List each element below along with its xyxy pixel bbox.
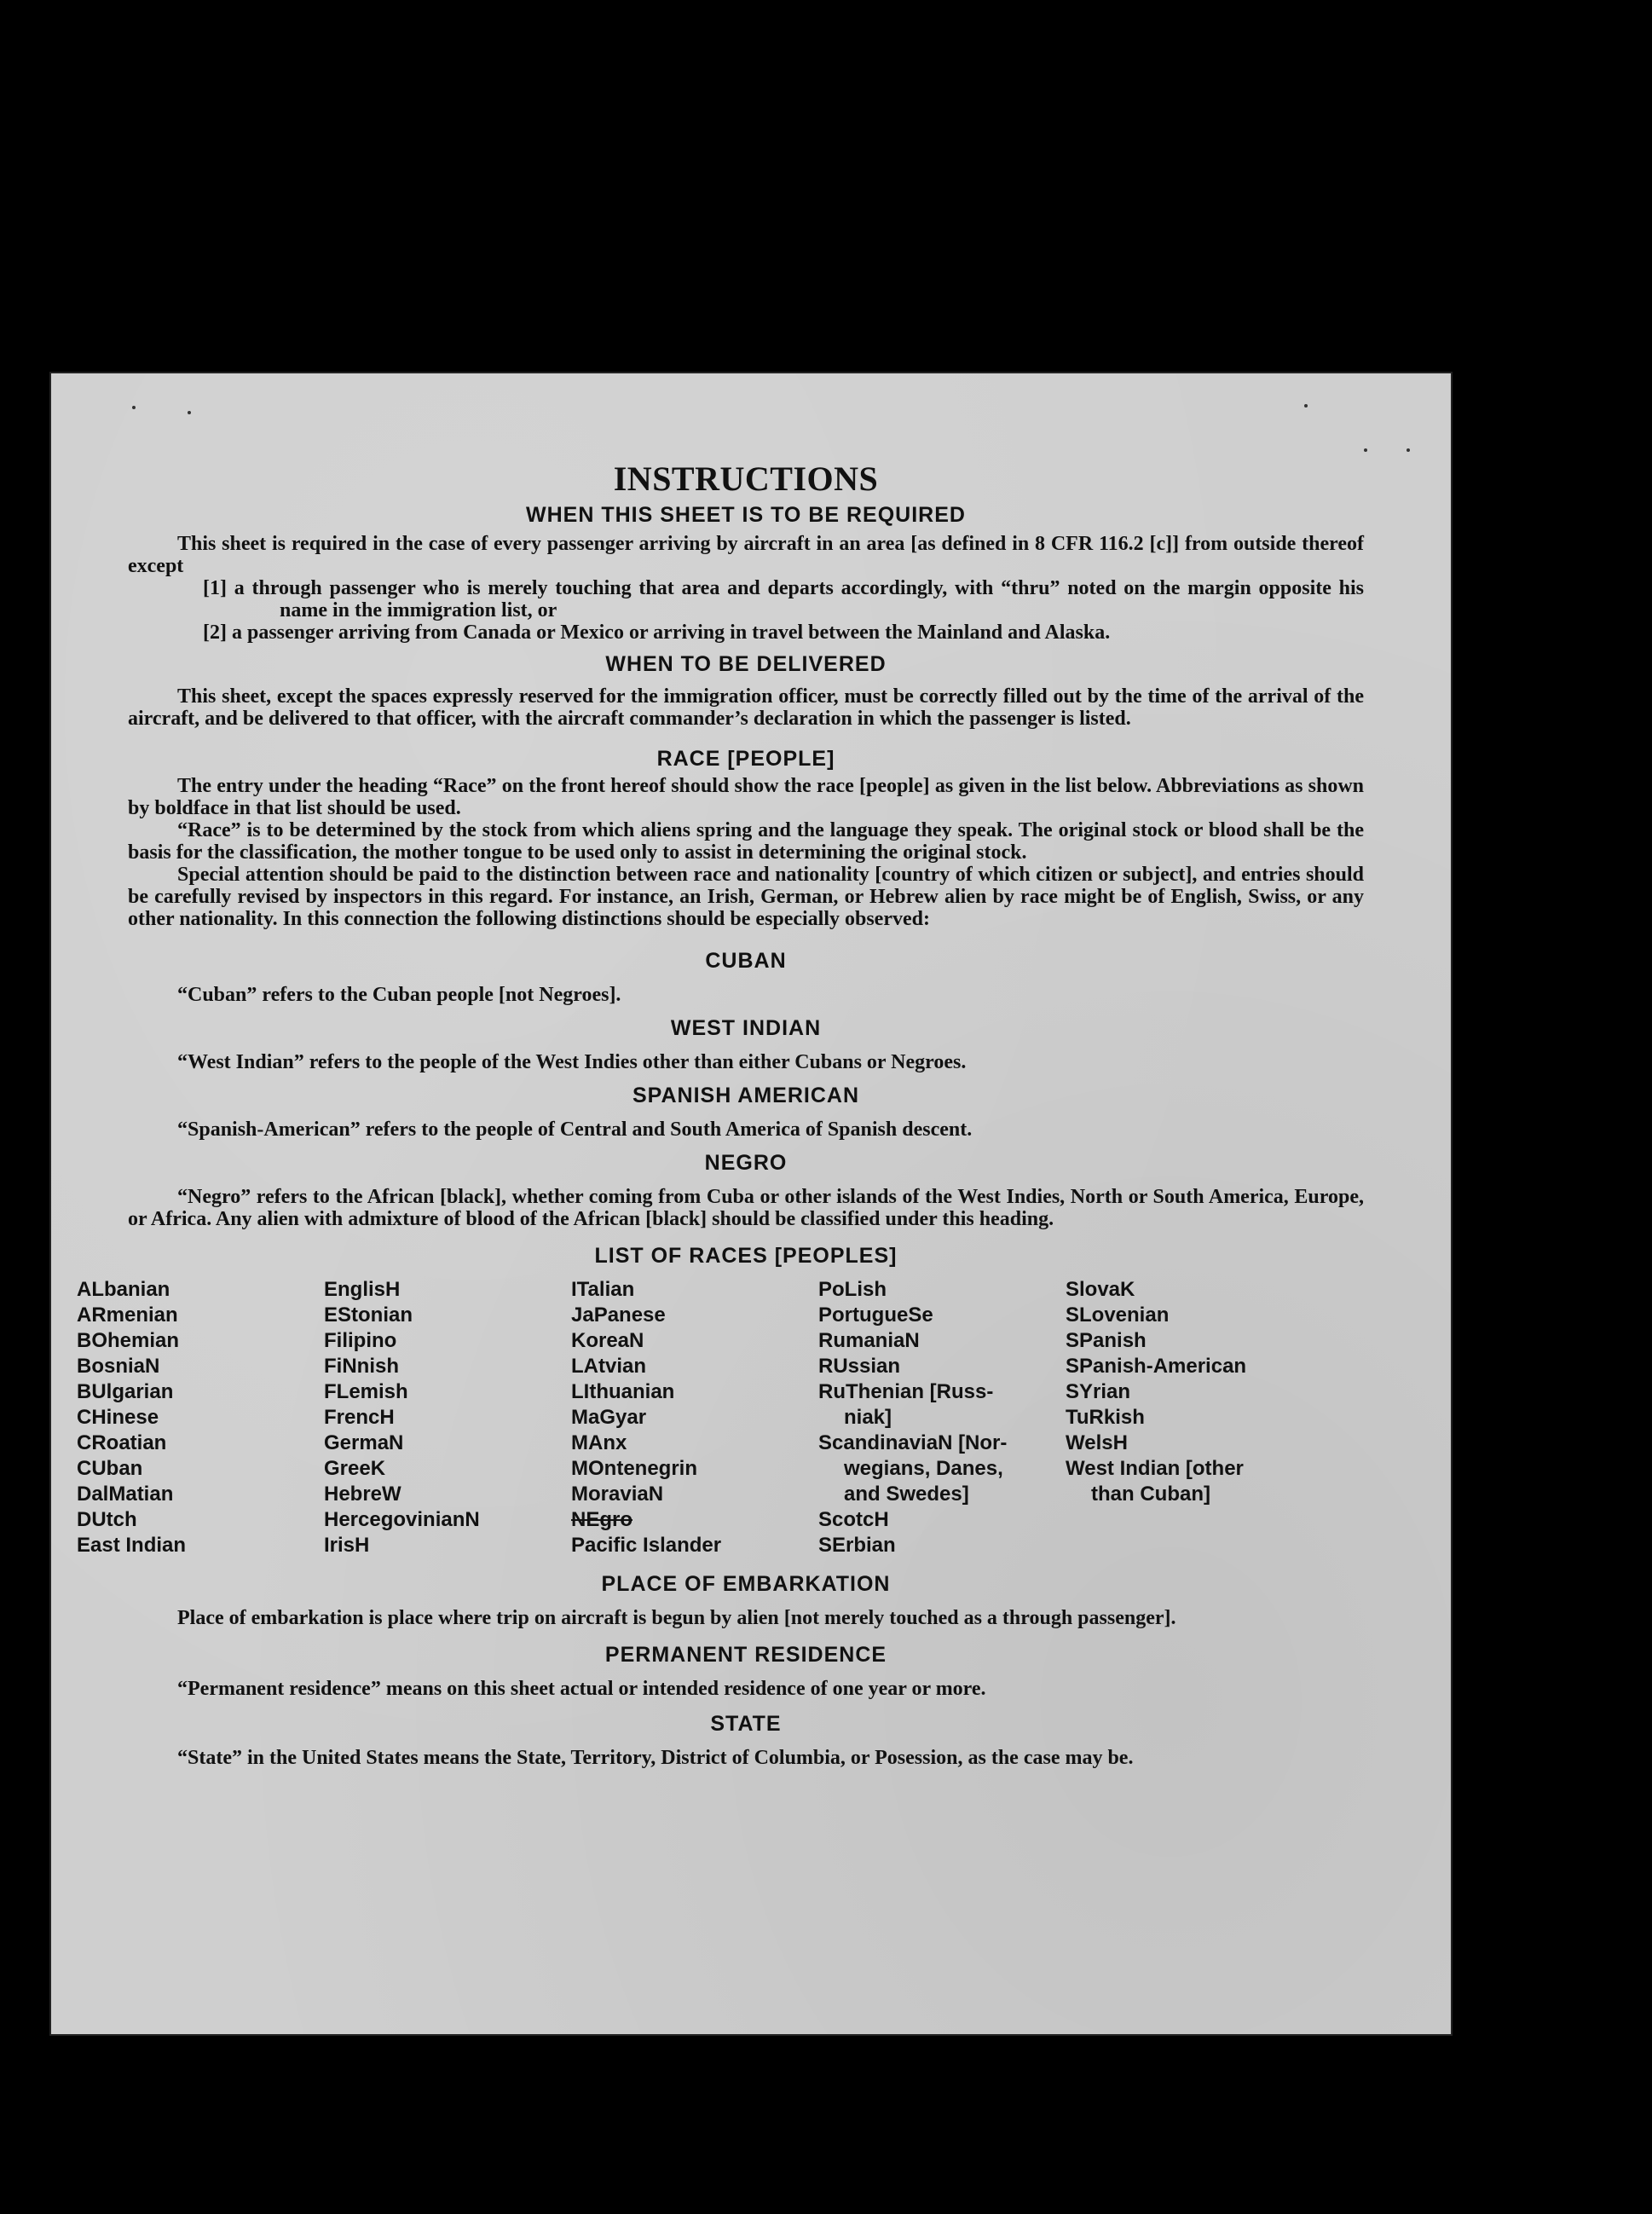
race-entry: CUban — [77, 1457, 143, 1480]
races-column-1 — [77, 1277, 324, 1558]
race-entry-continued: than Cuban] — [1091, 1483, 1210, 1506]
race-entry: MAnx — [571, 1431, 627, 1454]
race-entry: JaPanese — [571, 1304, 666, 1327]
race-entry: GermaN — [324, 1431, 404, 1454]
race-entry-struck: NEgro — [571, 1508, 632, 1531]
race-entry: HercegovinianN — [324, 1508, 480, 1531]
when-delivered-text: This sheet, except the spaces expressly reserved for the immigration officer, must be correctly filled out by the time of the arrival of the aircraft, and be delivered to that officer, with the aircraft commander’s declaration in which the passenger is listed. — [128, 685, 1364, 730]
instructions-content — [77, 459, 1364, 1769]
race-entry: East Indian — [77, 1534, 187, 1557]
heading-place-of-embarkation: PLACE OF EMBARKATION — [601, 1572, 891, 1596]
heading-negro: NEGRO — [704, 1151, 788, 1175]
race-entry: ScotcH — [818, 1508, 889, 1531]
race-entry: ITalian — [571, 1278, 635, 1301]
race-entry: EnglisH — [324, 1278, 401, 1301]
race-entry: RUssian — [818, 1355, 901, 1378]
race-entry: MaGyar — [571, 1406, 647, 1429]
speck — [1304, 404, 1308, 408]
race-entry: FrencH — [324, 1406, 395, 1429]
race-entry: ARmenian — [77, 1304, 178, 1327]
heading-race: RACE [PEOPLE] — [656, 747, 835, 771]
race-entry: BUlgarian — [77, 1380, 174, 1403]
embarkation-text: Place of embarkation is place where trip on aircraft is begun by alien [not merely touched as a through passenger]. — [177, 1607, 1176, 1629]
document-page — [51, 373, 1451, 2034]
races-column-2 — [324, 1277, 571, 1558]
heading-cuban: CUBAN — [705, 949, 787, 973]
race-entry: Filipino — [324, 1329, 397, 1352]
race-entry: SLovenian — [1066, 1304, 1170, 1327]
race-entry: HebreW — [324, 1483, 401, 1506]
race-entry: RuThenian [Russ- — [818, 1380, 994, 1403]
race-entry: FiNnish — [324, 1355, 399, 1378]
races-column-4 — [818, 1277, 1066, 1558]
when-required-intro: This sheet is required in the case of every passenger arriving by aircraft in an area [as defined in 8 CFR 116.2 [c]] from outside thereof except — [128, 533, 1364, 577]
races-table — [77, 1277, 1364, 1558]
races-column-3 — [571, 1277, 818, 1558]
race-entry: TuRkish — [1066, 1406, 1145, 1429]
race-entry-continued: niak] — [844, 1406, 892, 1429]
race-paragraph-3: Special attention should be paid to the distinction between race and nationality [country of which citizen or subject], and entries should be carefully revised by inspectors in this regard. For instance, an Irish, German, or Hebrew alien by race might be of English, Swiss, or any other nationality. In this connection the following distinctions should be especially observed: — [128, 864, 1364, 930]
page-title: INSTRUCTIONS — [613, 460, 879, 498]
race-entry: IrisH — [324, 1534, 370, 1557]
race-entry-continued: and Swedes] — [844, 1483, 969, 1506]
race-paragraph-2: “Race” is to be determined by the stock from which aliens spring and the language they speak. The original stock or blood shall be the basis for the classification, the mother tongue to be used only to assist in determining the original stock. — [128, 819, 1364, 864]
heading-list-of-races: LIST OF RACES [PEOPLES] — [594, 1244, 898, 1268]
speck — [132, 406, 136, 409]
race-entry: DalMatian — [77, 1483, 174, 1506]
race-entry: BosniaN — [77, 1355, 160, 1378]
races-column-5 — [1066, 1277, 1313, 1558]
race-entry: Pacific Islander — [571, 1534, 722, 1557]
heading-when-required: WHEN THIS SHEET IS TO BE REQUIRED — [526, 503, 966, 527]
race-entry-continued: wegians, Danes, — [844, 1457, 1003, 1480]
heading-spanish-american: SPANISH AMERICAN — [632, 1084, 859, 1107]
race-paragraph-1: The entry under the heading “Race” on the front hereof should show the race [people] as given in the list below. Abbreviations as shown by boldface in that list should be used. — [128, 775, 1364, 819]
speck — [1364, 448, 1367, 452]
race-entry: PoLish — [818, 1278, 887, 1301]
race-entry: SYrian — [1066, 1380, 1131, 1403]
race-entry: ALbanian — [77, 1278, 170, 1301]
race-entry: SPanish-American — [1066, 1355, 1247, 1378]
race-entry: SPanish — [1066, 1329, 1147, 1352]
negro-text: “Negro” refers to the African [black], whether coming from Cuba or other islands of the West Indies, North or South America, Europe, or Africa. Any alien with admixture of blood of the African [black] should be classified under this heading. — [128, 1186, 1364, 1230]
race-entry: LAtvian — [571, 1355, 647, 1378]
exception-item-1: [1] a through passenger who is merely touching that area and departs accordingly, with “thru” noted on the margin opposite his name in the immigration list, or — [203, 577, 1364, 621]
race-entry: MOntenegrin — [571, 1457, 697, 1480]
cuban-text: “Cuban” refers to the Cuban people [not Negroes]. — [177, 984, 621, 1006]
race-entry: FLemish — [324, 1380, 408, 1403]
race-entry: WelsH — [1066, 1431, 1128, 1454]
race-entry: CHinese — [77, 1406, 159, 1429]
spanish-american-text: “Spanish-American” refers to the people of Central and South America of Spanish descent. — [177, 1119, 973, 1141]
exception-item-2: [2] a passenger arriving from Canada or Mexico or arriving in travel between the Mainland and Alaska. — [203, 621, 1111, 644]
race-entry: DUtch — [77, 1508, 137, 1531]
race-entry: KoreaN — [571, 1329, 644, 1352]
speck — [188, 411, 191, 414]
race-entry: ScandinaviaN [Nor- — [818, 1431, 1008, 1454]
race-entry: PortugueSe — [818, 1304, 933, 1327]
race-entry: SErbian — [818, 1534, 896, 1557]
race-entry: LIthuanian — [571, 1380, 675, 1403]
race-entry: GreeK — [324, 1457, 386, 1480]
heading-when-delivered: WHEN TO BE DELIVERED — [605, 652, 887, 676]
heading-west-indian: WEST INDIAN — [670, 1016, 822, 1040]
west-indian-text: “West Indian” refers to the people of the West Indies other than either Cubans or Negroes. — [177, 1051, 967, 1073]
state-text: “State” in the United States means the State, Territory, District of Columbia, or Posession, as the case may be. — [177, 1747, 1134, 1769]
race-entry: MoraviaN — [571, 1483, 664, 1506]
race-entry: EStonian — [324, 1304, 413, 1327]
heading-permanent-residence: PERMANENT RESIDENCE — [604, 1643, 887, 1667]
heading-state: STATE — [710, 1712, 782, 1736]
race-entry: SlovaK — [1066, 1278, 1135, 1301]
race-entry: CRoatian — [77, 1431, 167, 1454]
race-entry: RumaniaN — [818, 1329, 920, 1352]
race-entry: BOhemian — [77, 1329, 180, 1352]
race-entry: West Indian [other — [1066, 1457, 1244, 1480]
permanent-residence-text: “Permanent residence” means on this sheet actual or intended residence of one year or more. — [177, 1678, 986, 1700]
speck — [1407, 448, 1410, 452]
